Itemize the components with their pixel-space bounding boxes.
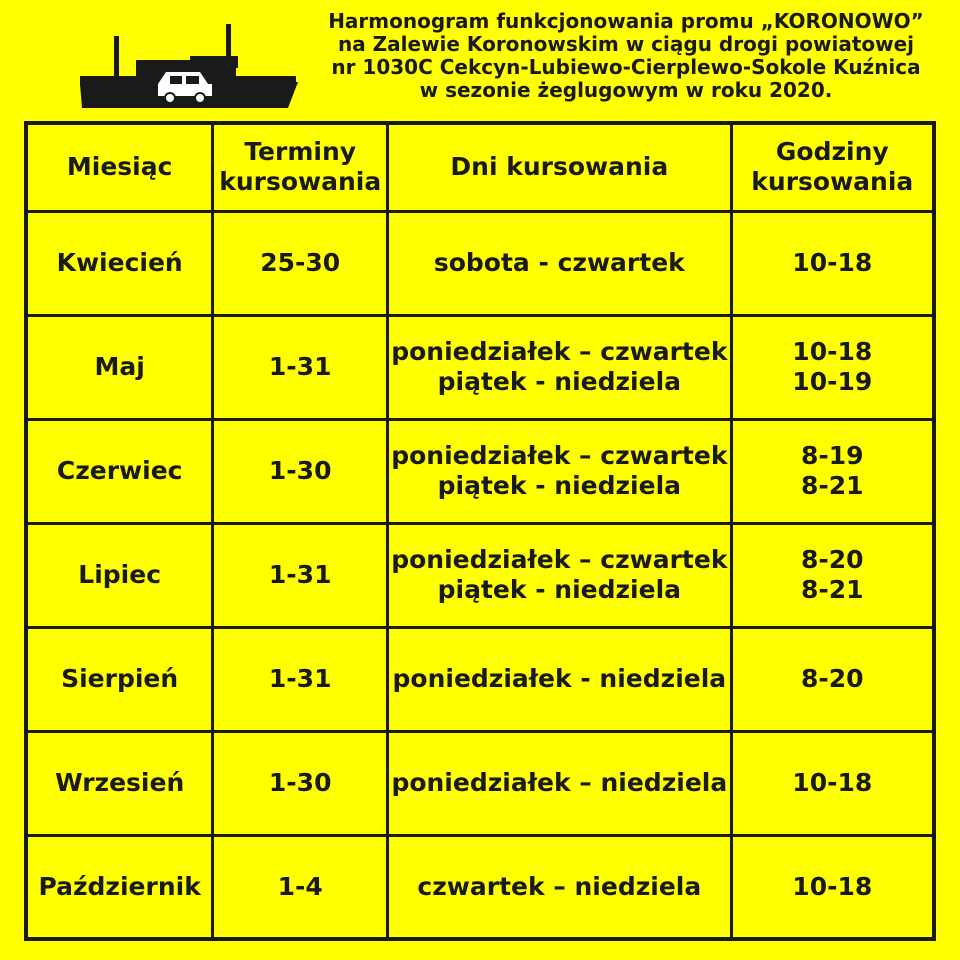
day-range: poniedziałek – czwartek (391, 545, 728, 574)
day-range: poniedziałek – czwartek (391, 441, 728, 470)
month-cell (26, 315, 213, 419)
month-name: Październik (38, 871, 201, 901)
header-label: Miesiąc (66, 152, 173, 182)
day-range: czwartek – niedziela (417, 871, 702, 901)
header-row (26, 123, 934, 211)
hour-range: 10-19 (792, 367, 873, 396)
ferry-schedule-table (24, 121, 936, 941)
days-cell (388, 731, 732, 835)
table-row (26, 523, 934, 627)
dates-cell (213, 731, 388, 835)
hour-range: 10-18 (792, 248, 873, 277)
header-label: Godziny (775, 137, 889, 167)
column-header-dates (213, 123, 388, 211)
dates-cell (213, 419, 388, 523)
month-name: Lipiec (78, 560, 162, 589)
header-label: Terminy (244, 137, 357, 167)
header-label: Dni kursowania (450, 152, 669, 182)
month-cell (26, 835, 213, 939)
table-row (26, 835, 934, 939)
day-range: sobota - czwartek (433, 248, 685, 277)
hours-cell (731, 627, 934, 731)
hour-range: 8-21 (801, 575, 864, 604)
dates-cell (213, 523, 388, 627)
hours-cell (731, 523, 934, 627)
title-line: Harmonogram funkcjonowania promu „KORONOWO” (328, 9, 924, 33)
day-range: piątek - niedziela (437, 471, 682, 500)
month-cell (26, 523, 213, 627)
dates-cell (213, 315, 388, 419)
day-range: piątek - niedziela (437, 367, 682, 396)
days-cell (388, 835, 732, 939)
table-row (26, 627, 934, 731)
hour-range: 8-20 (801, 664, 864, 693)
table-row (26, 315, 934, 419)
date-range: 1-30 (268, 768, 332, 797)
month-name: Wrzesień (55, 768, 185, 797)
hours-cell (731, 419, 934, 523)
table-row (26, 419, 934, 523)
hours-cell (731, 211, 934, 315)
column-header-hours (731, 123, 934, 211)
date-range: 1-31 (268, 664, 332, 693)
header-label: kursowania (219, 167, 382, 197)
date-range: 1-31 (268, 352, 332, 381)
date-range: 25-30 (260, 248, 341, 277)
hour-range: 8-19 (801, 441, 864, 470)
date-range: 1-30 (268, 456, 332, 485)
month-name: Sierpień (61, 664, 179, 693)
table-row (26, 731, 934, 835)
days-cell (388, 627, 732, 731)
ferry-with-car-icon (78, 20, 298, 110)
dates-cell (213, 627, 388, 731)
day-range: poniedziałek - niedziela (392, 664, 727, 693)
date-range: 1-4 (277, 871, 323, 901)
schedule-title (300, 10, 952, 102)
hours-cell (731, 315, 934, 419)
column-header-month (26, 123, 213, 211)
title-line: nr 1030C Cekcyn-Lubiewo-Cierplewo-Sokole Kuźnica (331, 55, 921, 79)
title-line: w sezonie żeglugowym w roku 2020. (419, 78, 833, 102)
hours-cell (731, 835, 934, 939)
days-cell (388, 315, 732, 419)
hour-range: 10-18 (792, 337, 873, 366)
header-label: kursowania (751, 167, 914, 197)
day-range: poniedziałek – niedziela (391, 768, 728, 797)
dates-cell (213, 211, 388, 315)
days-cell (388, 211, 732, 315)
days-cell (388, 523, 732, 627)
month-name: Kwiecień (56, 248, 183, 277)
day-range: piątek - niedziela (437, 575, 682, 604)
day-range: poniedziałek – czwartek (391, 337, 728, 366)
hour-range: 10-18 (792, 768, 873, 797)
days-cell (388, 419, 732, 523)
title-line: na Zalewie Koronowskim w ciągu drogi powiatowej (337, 32, 915, 56)
column-header-days (388, 123, 732, 211)
month-cell (26, 627, 213, 731)
date-range: 1-31 (268, 560, 332, 589)
dates-cell (213, 835, 388, 939)
hour-range: 8-21 (801, 471, 864, 500)
month-cell (26, 419, 213, 523)
month-cell (26, 211, 213, 315)
hours-cell (731, 731, 934, 835)
hour-range: 10-18 (792, 871, 873, 901)
table-row (26, 211, 934, 315)
month-name: Czerwiec (56, 456, 183, 485)
month-cell (26, 731, 213, 835)
hour-range: 8-20 (801, 545, 864, 574)
month-name: Maj (94, 352, 145, 381)
